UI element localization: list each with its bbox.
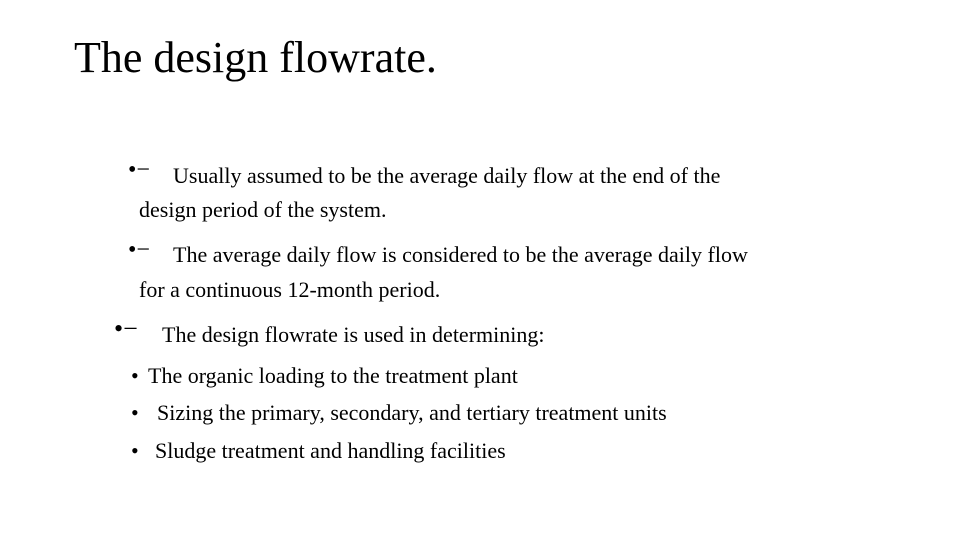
sub-bullet-text: Sizing the primary, secondary, and tertiary treatment units bbox=[157, 400, 667, 425]
sub-bullet-text: The organic loading to the treatment plant bbox=[148, 363, 518, 388]
bullet-dot-icon: • bbox=[131, 438, 139, 463]
bullet-2-line-1: The average daily flow is considered to be the average daily flow bbox=[173, 242, 748, 267]
bullet-dash-icon: •− bbox=[128, 237, 150, 263]
bullet-dash-icon: •− bbox=[128, 157, 150, 183]
bullet-1-line-2: design period of the system. bbox=[139, 197, 387, 222]
sub-bullet-text: Sludge treatment and handling facilities bbox=[155, 438, 506, 463]
bullet-3-line-1: The design flowrate is used in determining: bbox=[162, 322, 545, 347]
bullet-dot-icon: • bbox=[131, 400, 139, 425]
bullet-dot-icon: • bbox=[131, 363, 139, 388]
bullet-2-line-2: for a continuous 12-month period. bbox=[139, 277, 441, 302]
bullet-1-line-1: Usually assumed to be the average daily flow at the end of the bbox=[173, 163, 721, 188]
slide-title: The design flowrate. bbox=[74, 33, 437, 82]
bullet-dash-icon: •− bbox=[114, 314, 138, 343]
